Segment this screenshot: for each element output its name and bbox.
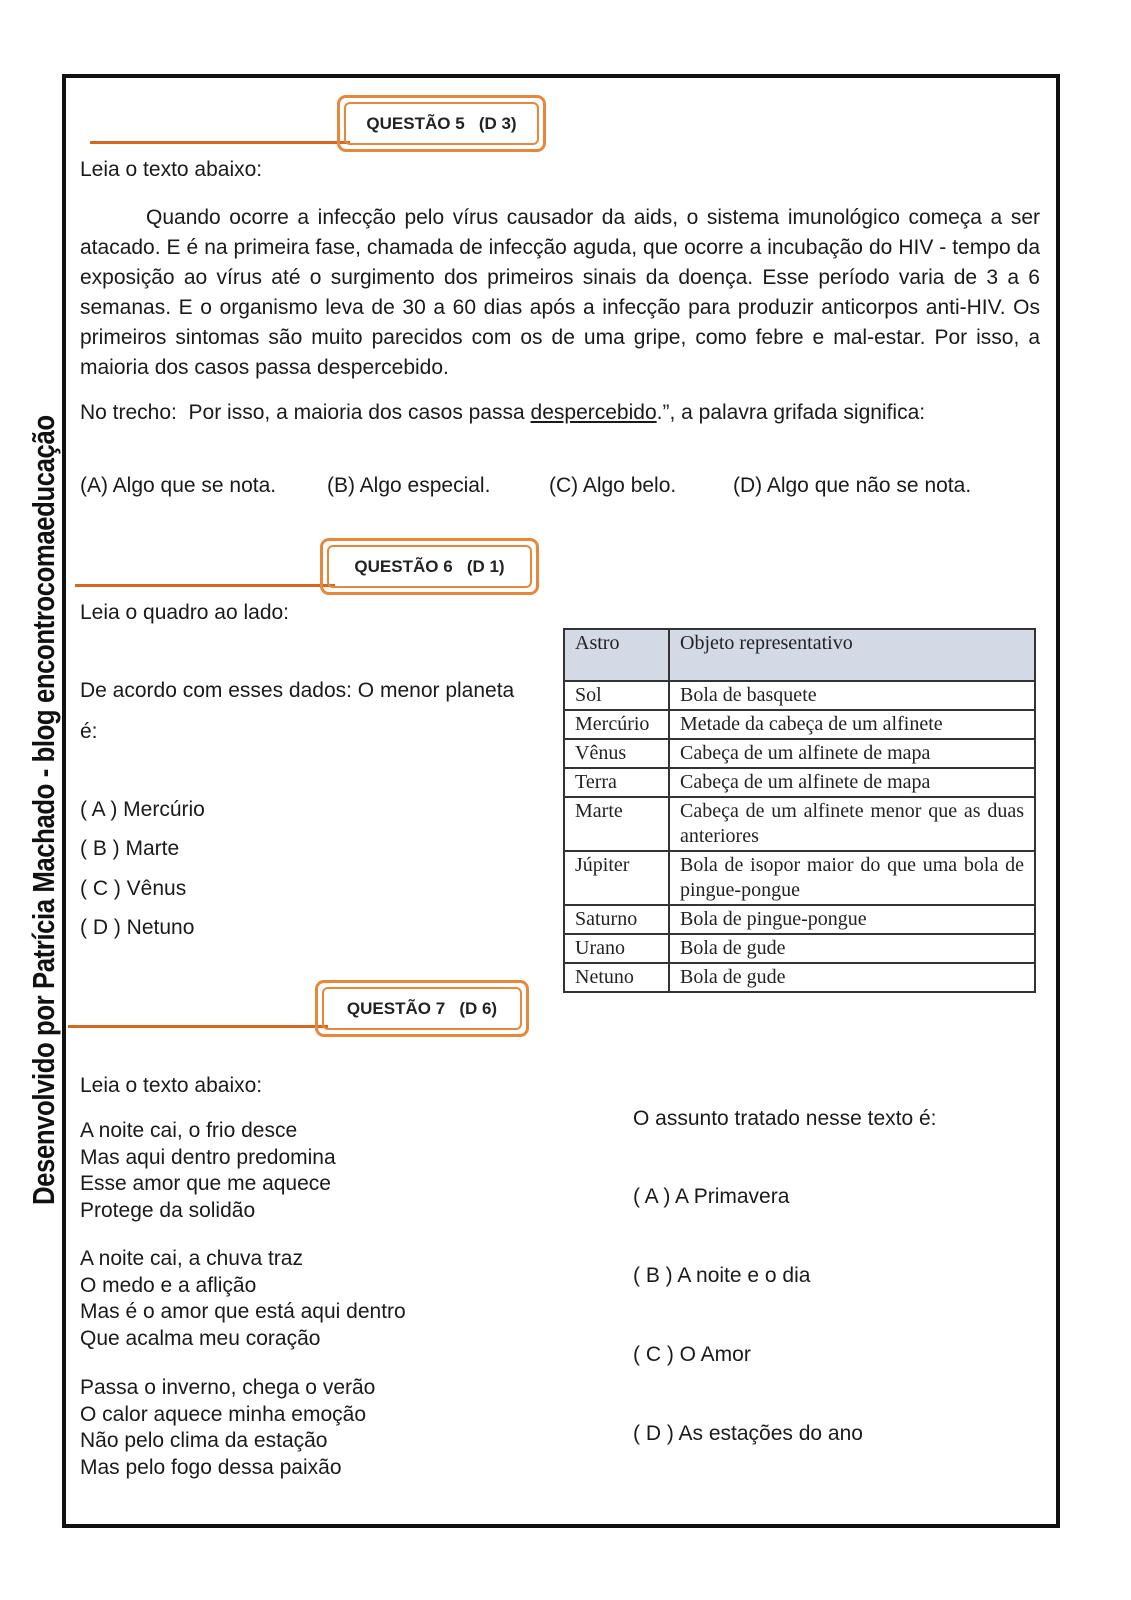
poem-stanza-3 xyxy=(80,1375,375,1481)
astro-object: Bola de gude xyxy=(669,934,1035,963)
astro-name: Mercúrio xyxy=(564,710,669,739)
astro-table xyxy=(563,628,1036,993)
astro-object: Bola de pingue-pongue xyxy=(669,905,1035,934)
q5-option-a[interactable]: (A) Algo que se nota. xyxy=(80,474,277,497)
q6-option-a[interactable]: ( A ) Mercúrio xyxy=(80,798,205,821)
q7-title-box xyxy=(315,980,529,1037)
poem-line: Que acalma meu coração xyxy=(80,1326,321,1350)
q5-title-box xyxy=(337,95,546,152)
astro-name: Saturno xyxy=(564,905,669,934)
poem-line: Mas aqui dentro predomina xyxy=(80,1145,336,1169)
q5-header-line xyxy=(90,141,350,144)
table-row xyxy=(564,963,1035,992)
q5-question xyxy=(80,398,925,428)
astro-name: Urano xyxy=(564,934,669,963)
q6-option-d[interactable]: ( D ) Netuno xyxy=(80,916,195,939)
q7-title: QUESTÃO 7 (D 6) xyxy=(322,987,522,1030)
q6-question-line1: De acordo com esses dados: O menor planeta xyxy=(80,679,515,702)
q5-option-d[interactable]: (D) Algo que não se nota. xyxy=(733,474,972,497)
q5-option-c[interactable]: (C) Algo belo. xyxy=(549,474,677,497)
poem-line: Mas pelo fogo dessa paixão xyxy=(80,1455,342,1479)
table-row xyxy=(564,905,1035,934)
poem-line: Mas é o amor que está aqui dentro xyxy=(80,1300,406,1323)
astro-name: Netuno xyxy=(564,963,669,992)
q6-title: QUESTÃO 6 (D 1) xyxy=(327,545,532,588)
q5-option-b[interactable]: (B) Algo especial. xyxy=(327,474,491,497)
astro-object: Cabeça de um alfinete de mapa xyxy=(669,768,1035,797)
poem-stanza-1 xyxy=(80,1118,336,1224)
q5-question-before: No trecho: Por isso, a maioria dos casos passa xyxy=(80,401,531,424)
astro-name: Júpiter xyxy=(564,851,669,905)
q7-header-line xyxy=(68,1025,328,1028)
poem-line: Não pelo clima da estação xyxy=(80,1429,328,1452)
astro-header-astro: Astro xyxy=(564,629,669,681)
astro-object: Cabeça de um alfinete de mapa xyxy=(669,739,1035,768)
table-row xyxy=(564,710,1035,739)
q7-question: O assunto tratado nesse texto é: xyxy=(633,1107,937,1130)
astro-name: Vênus xyxy=(564,739,669,768)
astro-object: Metade da cabeça de um alfinete xyxy=(669,710,1035,739)
table-row xyxy=(564,681,1035,710)
q5-title: QUESTÃO 5 (D 3) xyxy=(344,102,539,145)
astro-header-object: Objeto representativo xyxy=(669,629,1035,681)
poem-line: O medo e a aflição xyxy=(80,1273,257,1297)
poem-line: Passa o inverno, chega o verão xyxy=(80,1376,376,1399)
q5-intro: Leia o texto abaixo: xyxy=(80,158,263,181)
q6-intro: Leia o quadro ao lado: xyxy=(80,601,290,624)
astro-table-header-row xyxy=(564,629,1035,681)
q7-option-d[interactable]: ( D ) As estações do ano xyxy=(633,1422,863,1445)
q7-intro: Leia o texto abaixo: xyxy=(80,1074,263,1097)
poem-line: O calor aquece minha emoção xyxy=(80,1402,366,1426)
table-row xyxy=(564,797,1035,851)
poem-line: Protege da solidão xyxy=(80,1198,256,1222)
astro-object: Bola de isopor maior do que uma bola de pingue-pongue xyxy=(669,851,1035,905)
astro-name: Terra xyxy=(564,768,669,797)
q7-option-a[interactable]: ( A ) A Primavera xyxy=(633,1185,790,1208)
q5-underlined-word: despercebido xyxy=(530,401,657,424)
astro-name: Sol xyxy=(564,681,669,710)
q6-title-box xyxy=(320,538,539,595)
q7-option-b[interactable]: ( B ) A noite e o dia xyxy=(633,1264,811,1287)
table-row xyxy=(564,934,1035,963)
poem-stanza-2 xyxy=(80,1246,406,1352)
poem-line: A noite cai, a chuva traz xyxy=(80,1247,303,1270)
q5-passage: Quando ocorre a infecção pelo vírus causador da aids, o sistema imunológico começa a ser atacado. E é na primeira fase, chamada de infecção aguda, que ocorre a incubação do HIV - tempo da exposição ao vírus até o surgimento dos primeiros sinais da doença. Esse período varia de 3 a 6 semanas. E o organismo leva de 30 a 60 dias após a infecção para produzir anticorpos anti-HIV. Os primeiros sintomas são muito parecidos com os de uma gripe, como febre e mal-estar. Por isso, a maioria dos casos passa despercebido. xyxy=(80,206,1040,379)
q6-header-line xyxy=(75,584,335,587)
q7-option-c[interactable]: ( C ) O Amor xyxy=(633,1343,751,1366)
astro-object: Bola de gude xyxy=(669,963,1035,992)
q6-question-line2: é: xyxy=(80,720,98,743)
q6-option-b[interactable]: ( B ) Marte xyxy=(80,837,180,860)
astro-name: Marte xyxy=(564,797,669,851)
q5-question-after: .”, a palavra grifada significa: xyxy=(656,401,926,424)
astro-object: Bola de basquete xyxy=(669,681,1035,710)
astro-object: Cabeça de um alfinete menor que as duas anteriores xyxy=(669,797,1035,851)
q6-option-c[interactable]: ( C ) Vênus xyxy=(80,877,187,900)
poem-line: A noite cai, o frio desce xyxy=(80,1119,298,1142)
table-row xyxy=(564,739,1035,768)
table-row xyxy=(564,768,1035,797)
poem-line: Esse amor que me aquece xyxy=(80,1172,331,1195)
vertical-credit-text: Desenvolvido por Patrícia Machado - blog encontrocomaeducação xyxy=(26,415,61,1205)
table-row xyxy=(564,851,1035,905)
